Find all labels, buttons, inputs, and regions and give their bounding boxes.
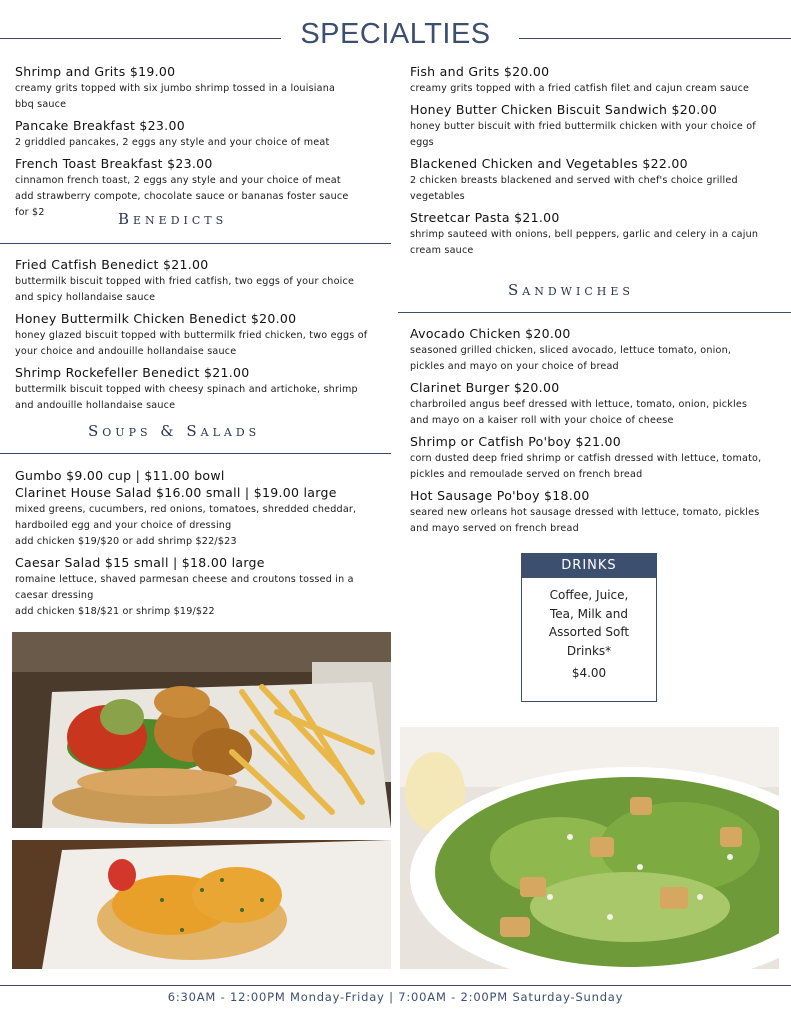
menu-item — [410, 380, 785, 429]
item-desc: creamy grits topped with a fried catfish filet and cajun cream sauce — [410, 83, 750, 94]
sandwiches-rule — [398, 312, 791, 313]
item-name: Pancake Breakfast $23.00 — [15, 118, 185, 133]
item-desc: seasoned grilled chicken, sliced avocado, lettuce tomato, onion, pickles and mayo on your choice of bread — [410, 345, 732, 372]
drinks-box — [521, 553, 657, 702]
title-rule-right — [519, 38, 791, 39]
soups-heading: Soups & Salads — [88, 422, 261, 440]
item-name: Shrimp and Grits $19.00 — [15, 64, 176, 79]
item-desc: corn dusted deep fried shrimp or catfish dressed with lettuce, tomato, pickles and remoulade served on french bread — [410, 453, 762, 480]
item-name: Fried Catfish Benedict $21.00 — [15, 257, 209, 272]
item-name: Caesar Salad $15 small | $18.00 large — [15, 555, 265, 570]
menu-item — [15, 468, 390, 483]
sandwiches-list — [410, 326, 785, 542]
menu-item — [15, 257, 390, 306]
item-desc: romaine lettuce, shaved parmesan cheese and croutons tossed in a caesar dressing add chicken $18/$21 or shrimp $19/$22 — [15, 574, 354, 617]
drinks-text: Coffee, Juice, Tea, Milk and Assorted Soft Drinks* — [548, 588, 630, 658]
item-name: Avocado Chicken $20.00 — [410, 326, 571, 341]
item-name: Honey Butter Chicken Biscuit Sandwich $20.00 — [410, 102, 718, 117]
menu-item — [15, 118, 387, 151]
drinks-price: $4.00 — [571, 666, 607, 680]
item-name: French Toast Breakfast $23.00 — [15, 156, 213, 171]
item-name: Hot Sausage Po'boy $18.00 — [410, 488, 590, 503]
footer-rule — [0, 985, 791, 986]
item-name: Clarinet House Salad $16.00 small | $19.00 large — [15, 485, 337, 500]
hours-footer: 6:30AM - 12:00PM Monday-Friday | 7:00AM - 2:00PM Saturday-Sunday — [167, 990, 624, 1004]
item-desc: 2 griddled pancakes, 2 eggs any style and your choice of meat — [15, 137, 330, 148]
soups-rule — [0, 453, 391, 454]
menu-item — [15, 365, 390, 414]
item-desc: honey butter biscuit with fried buttermilk chicken with your choice of eggs — [410, 121, 756, 148]
menu-item — [410, 102, 785, 151]
item-desc: 2 chicken breasts blackened and served with chef's choice grilled vegetables — [410, 175, 738, 202]
menu-item — [410, 326, 785, 375]
item-desc: mixed greens, cucumbers, red onions, tomatoes, shredded cheddar, hardboiled egg and your choice of dressing add chicken $19/$20 or add shrimp $22/$23 — [15, 504, 357, 547]
item-name: Streetcar Pasta $21.00 — [410, 210, 560, 225]
item-desc: buttermilk biscuit topped with fried catfish, two eggs of your choice and spicy hollandaise sauce — [15, 276, 355, 303]
poboy-photo — [12, 632, 391, 828]
menu-item — [15, 555, 390, 620]
item-desc: charbroiled angus beef dressed with lettuce, tomato, onion, pickles and mayo on a kaiser roll with your choice of cheese — [410, 399, 748, 426]
item-name: Shrimp or Catfish Po'boy $21.00 — [410, 434, 622, 449]
menu-item — [410, 434, 785, 483]
salad-photo — [400, 727, 779, 969]
item-desc: creamy grits topped with six jumbo shrimp tossed in a louisiana bbq sauce — [15, 83, 336, 110]
menu-item — [410, 64, 785, 97]
menu-item — [410, 488, 785, 537]
item-name: Gumbo $9.00 cup | $11.00 bowl — [15, 468, 225, 483]
item-name: Fish and Grits $20.00 — [410, 64, 550, 79]
specialties-list-right — [410, 64, 785, 264]
item-desc: seared new orleans hot sausage dressed with lettuce, tomato, pickles and mayo served on french bread — [410, 507, 760, 534]
item-desc: buttermilk biscuit topped with cheesy spinach and artichoke, shrimp and andouille hollandaise sauce — [15, 384, 358, 411]
item-desc: cinnamon french toast, 2 eggs any style and your choice of meat add strawberry compote, chocolate sauce or bananas foster sauce for $2 — [15, 175, 349, 218]
menu-item — [15, 485, 390, 550]
menu-item — [410, 210, 785, 259]
benedicts-list — [15, 257, 390, 419]
item-name: Clarinet Burger $20.00 — [410, 380, 560, 395]
menu-item — [410, 156, 785, 205]
drinks-heading: DRINKS — [522, 554, 656, 578]
menu-item — [15, 64, 387, 113]
menu-item — [15, 311, 390, 360]
item-desc: honey glazed biscuit topped with buttermilk fried chicken, two eggs of your choice and andouille hollandaise sauce — [15, 330, 368, 357]
page-title: SPECIALTIES — [300, 18, 491, 50]
item-desc: shrimp sauteed with onions, bell peppers, garlic and celery in a cajun cream sauce — [410, 229, 759, 256]
specialties-list-left — [15, 64, 387, 226]
soups-list — [15, 468, 390, 625]
item-name: Honey Buttermilk Chicken Benedict $20.00 — [15, 311, 297, 326]
benedict-photo — [12, 840, 391, 969]
item-name: Shrimp Rockefeller Benedict $21.00 — [15, 365, 250, 380]
item-name: Blackened Chicken and Vegetables $22.00 — [410, 156, 688, 171]
sandwiches-heading: Sandwiches — [508, 281, 634, 299]
benedicts-heading: Benedicts — [118, 210, 228, 228]
benedicts-rule — [0, 243, 391, 244]
